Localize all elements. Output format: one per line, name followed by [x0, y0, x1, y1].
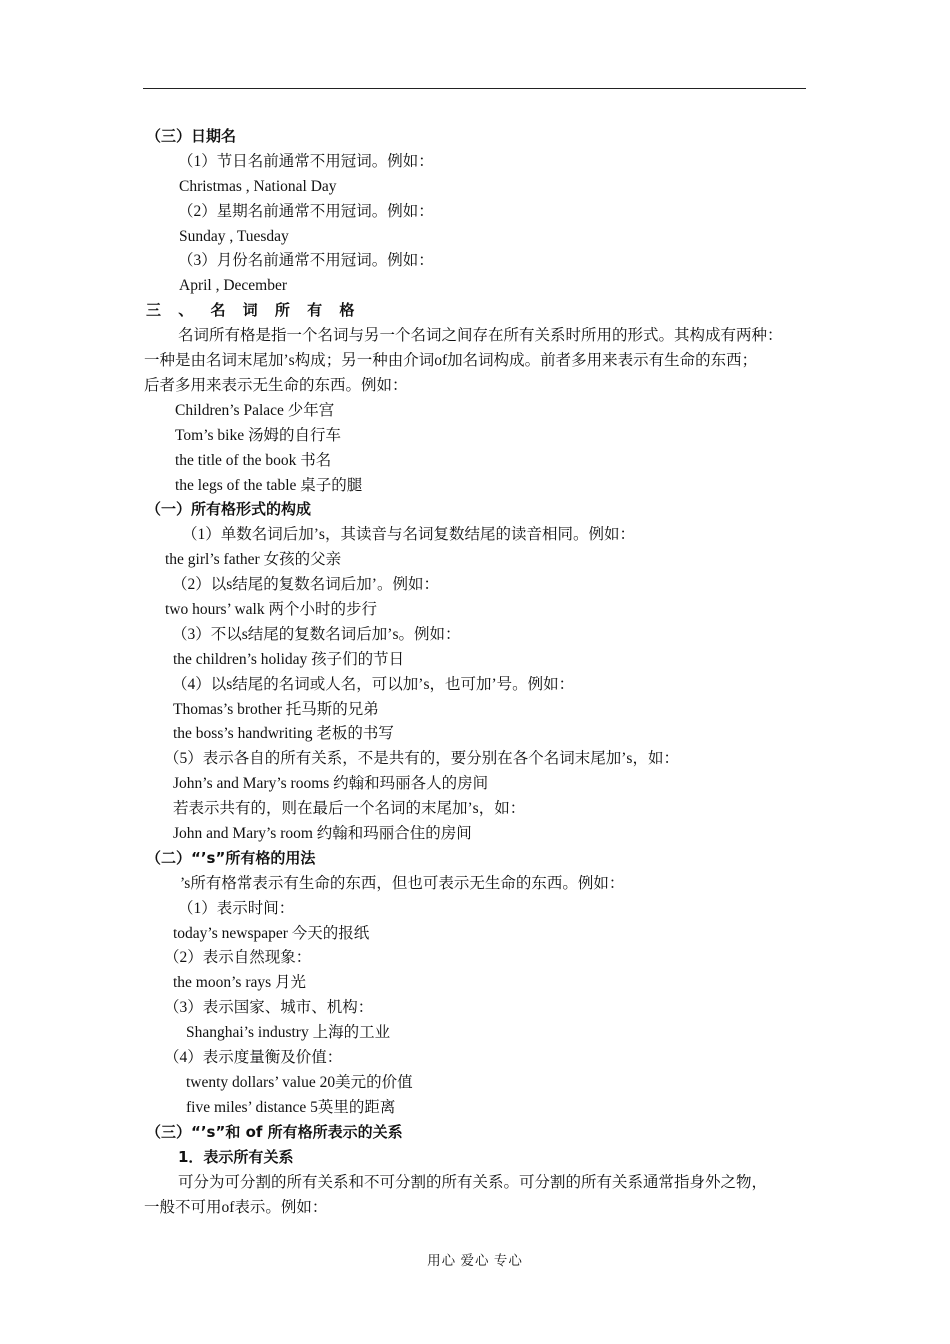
example-line: Shanghai’s industry 上海的工业	[186, 1024, 391, 1041]
paragraph-line: 若表示共有的，则在最后一个名词的末尾加’s，如：	[173, 800, 526, 817]
example-line: two hours’ walk 两个小时的步行	[165, 601, 377, 618]
example-line: Christmas , National Day	[179, 178, 337, 195]
paragraph-line: 一般不可用of表示。例如：	[144, 1199, 328, 1216]
example-line: April , December	[179, 277, 288, 294]
subsection-heading: 1．表示所有关系	[178, 1148, 294, 1166]
paragraph-line: （2）表示自然现象：	[164, 949, 312, 966]
paragraph-line: ’s所有格常表示有生命的东西，但也可表示无生命的东西。例如：	[180, 875, 625, 892]
example-line: the girl’s father 女孩的父亲	[165, 551, 342, 568]
paragraph-line: （4）以s结尾的名词或人名，可以加’s，也可加’号。例如：	[172, 676, 575, 693]
example-line: Sunday , Tuesday	[179, 228, 289, 245]
paragraph-line: （2）星期名前通常不用冠词。例如：	[178, 203, 434, 220]
header-rule	[143, 88, 806, 89]
section-heading-usage: （二）“’s”所有格的用法	[146, 849, 316, 867]
section-heading-possessive: 三 、 名 词 所 有 格	[146, 301, 361, 319]
paragraph-line: 一种是由名词末尾加’s构成；另一种由介词of加名词构成。前者多用来表示有生命的东西；	[144, 352, 758, 369]
paragraph-line: 可分为可分割的所有关系和不可分割的所有关系。可分割的所有关系通常指身外之物，	[178, 1174, 768, 1191]
example-line: John’s and Mary’s rooms 约翰和玛丽各人的房间	[173, 775, 489, 792]
example-line: Tom’s bike 汤姆的自行车	[175, 427, 341, 444]
paragraph-line: （2）以s结尾的复数名词后加’。例如：	[172, 576, 439, 593]
paragraph-line: 后者多用来表示无生命的东西。例如：	[144, 377, 408, 394]
example-line: five miles’ distance 5英里的距离	[186, 1099, 396, 1116]
paragraph-line: （3）月份名前通常不用冠词。例如：	[178, 252, 434, 269]
example-line: today’s newspaper 今天的报纸	[173, 925, 370, 942]
paragraph-line: 名词所有格是指一个名词与另一个名词之间存在所有关系时所用的形式。其构成有两种：	[178, 327, 783, 344]
paragraph-line: （1）表示时间：	[178, 900, 295, 917]
example-line: the moon’s rays 月光	[173, 974, 307, 991]
example-line: the title of the book 书名	[175, 452, 332, 469]
section-heading-dates: （三）日期名	[146, 127, 237, 145]
section-heading-formation: （一）所有格形式的构成	[146, 500, 312, 518]
example-line: Children’s Palace 少年宫	[175, 402, 335, 419]
paragraph-line: （1）节日名前通常不用冠词。例如：	[178, 153, 434, 170]
paragraph-line: （5）表示各自的所有关系，不是共有的，要分别在各个名词末尾加’s，如：	[164, 750, 679, 767]
section-heading-relations: （三）“’s”和 of 所有格所表示的关系	[146, 1123, 403, 1141]
example-line: the children’s holiday 孩子们的节日	[173, 651, 405, 668]
example-line: John and Mary’s room 约翰和玛丽合住的房间	[173, 825, 472, 842]
example-line: the legs of the table 桌子的腿	[175, 477, 363, 494]
paragraph-line: （1）单数名词后加’s，其读音与名词复数结尾的读音相同。例如：	[182, 526, 635, 543]
example-line: twenty dollars’ value 20美元的价值	[186, 1074, 413, 1091]
example-line: the boss’s handwriting 老板的书写	[173, 725, 394, 742]
example-line: Thomas’s brother 托马斯的兄弟	[173, 701, 379, 718]
page-footer: 用心 爱心 专心	[427, 1253, 523, 1268]
paragraph-line: （3）表示国家、城市、机构：	[164, 999, 374, 1016]
paragraph-line: （3）不以s结尾的复数名词后加’s。例如：	[172, 626, 461, 643]
paragraph-line: （4）表示度量衡及价值：	[164, 1049, 343, 1066]
